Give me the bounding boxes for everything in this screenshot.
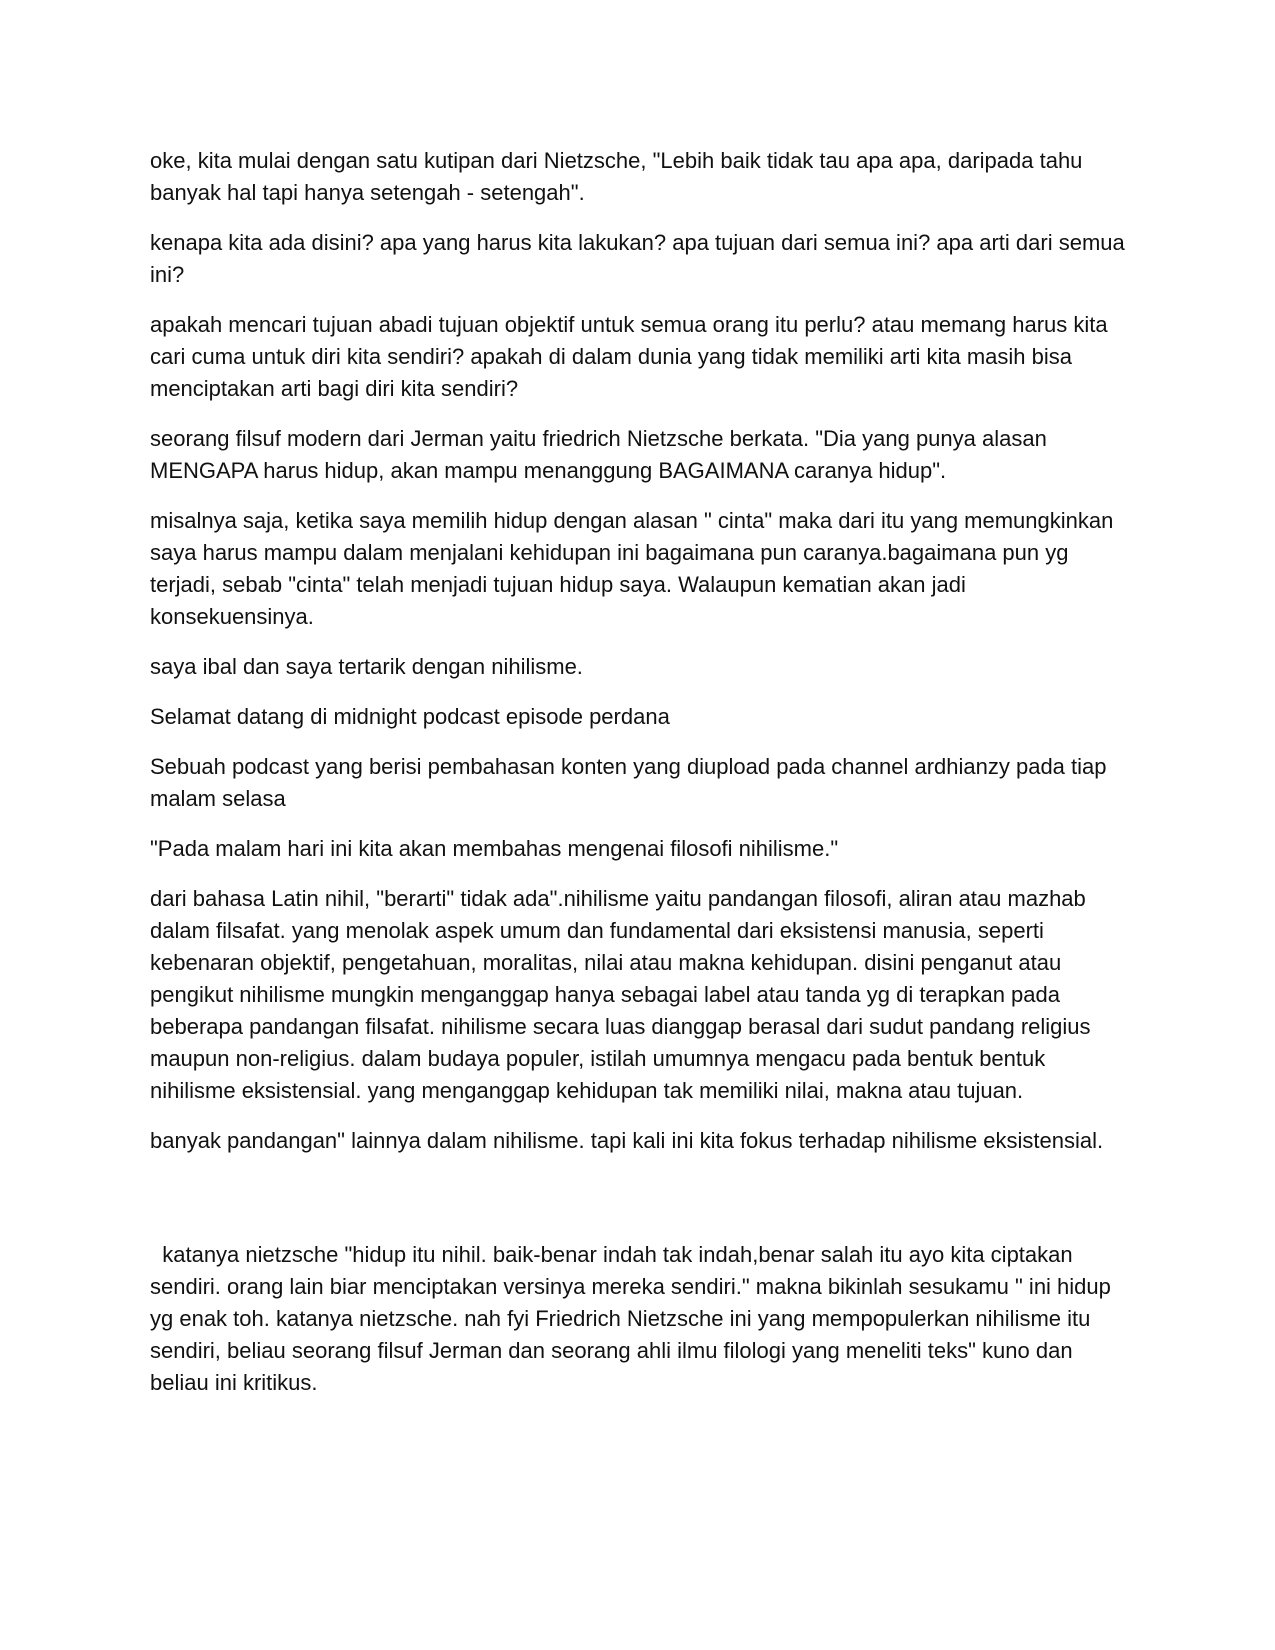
paragraph-existential-focus: banyak pandangan" lainnya dalam nihilisme. tapi kali ini kita fokus terhadap nihilisme eksistensial.	[150, 1128, 1104, 1153]
paragraph-topic: "Pada malam hari ini kita akan membahas mengenai filosofi nihilisme."	[150, 836, 839, 861]
paragraph-nietzsche-life: katanya nietzsche "hidup itu nihil. baik-benar indah tak indah,benar salah itu ayo kita ciptakan sendiri. orang lain biar menciptakan versinya mereka sendiri." makna bikinlah sesukamu " ini hidup yg enak toh. katanya nietzsche. nah fyi Friedrich Nietzsche ini yang mempopulerkan nihilisme itu sendiri, beliau seorang filsuf Jerman dan seorang ahli ilmu filologi yang meneliti teks" kuno dan beliau ini kritikus.	[150, 1242, 1118, 1395]
paragraph-nietzsche-quote: oke, kita mulai dengan satu kutipan dari Nietzsche, "Lebih baik tidak tau apa apa, daripada tahu banyak hal tapi hanya setengah - setengah".	[150, 148, 1089, 205]
paragraph-purpose: apakah mencari tujuan abadi tujuan objektif untuk semua orang itu perlu? atau memang harus kita cari cuma untuk diri kita sendiri? apakah di dalam dunia yang tidak memiliki arti kita masih bisa menciptakan arti bagi diri kita sendiri?	[150, 312, 1114, 401]
paragraph-welcome: Selamat datang di midnight podcast episode perdana	[150, 704, 670, 729]
paragraph-nihilism-definition: dari bahasa Latin nihil, "berarti" tidak ada".nihilisme yaitu pandangan filosofi, aliran atau mazhab dalam filsafat. yang menolak aspek umum dan fundamental dari eksistensi manusia, seperti kebenaran objektif, pengetahuan, moralitas, nilai atau makna kehidupan. disini penganut atau pengikut nihilisme mungkin menganggap hanya sebagai label atau tanda yg di terapkan pada beberapa pandangan filsafat. nihilisme secara luas dianggap berasal dari sudut pandang religius maupun non-religius. dalam budaya populer, istilah umumnya mengacu pada bentuk bentuk nihilisme eksistensial. yang menganggap kehidupan tak memiliki nilai, makna atau tujuan.	[150, 886, 1097, 1103]
paragraph-intro-self: saya ibal dan saya tertarik dengan nihilisme.	[150, 654, 583, 679]
paragraph-philosopher-quote: seorang filsuf modern dari Jerman yaitu friedrich Nietzsche berkata. "Dia yang punya alasan MENGAPA harus hidup, akan mampu menanggung BAGAIMANA caranya hidup".	[150, 426, 1053, 483]
paragraph-spacer	[150, 1175, 1125, 1239]
paragraph-questions: kenapa kita ada disini? apa yang harus kita lakukan? apa tujuan dari semua ini? apa arti dari semua ini?	[150, 230, 1131, 287]
paragraph-podcast-description: Sebuah podcast yang berisi pembahasan konten yang diupload pada channel ardhianzy pada tiap malam selasa	[150, 754, 1113, 811]
paragraph-love-example: misalnya saja, ketika saya memilih hidup dengan alasan " cinta" maka dari itu yang memungkinkan saya harus mampu dalam menjalani kehidupan ini bagaimana pun caranya.bagaimana pun yg terjadi, sebab "cinta" telah menjadi tujuan hidup saya. Walaupun kematian akan jadi konsekuensinya.	[150, 508, 1120, 629]
